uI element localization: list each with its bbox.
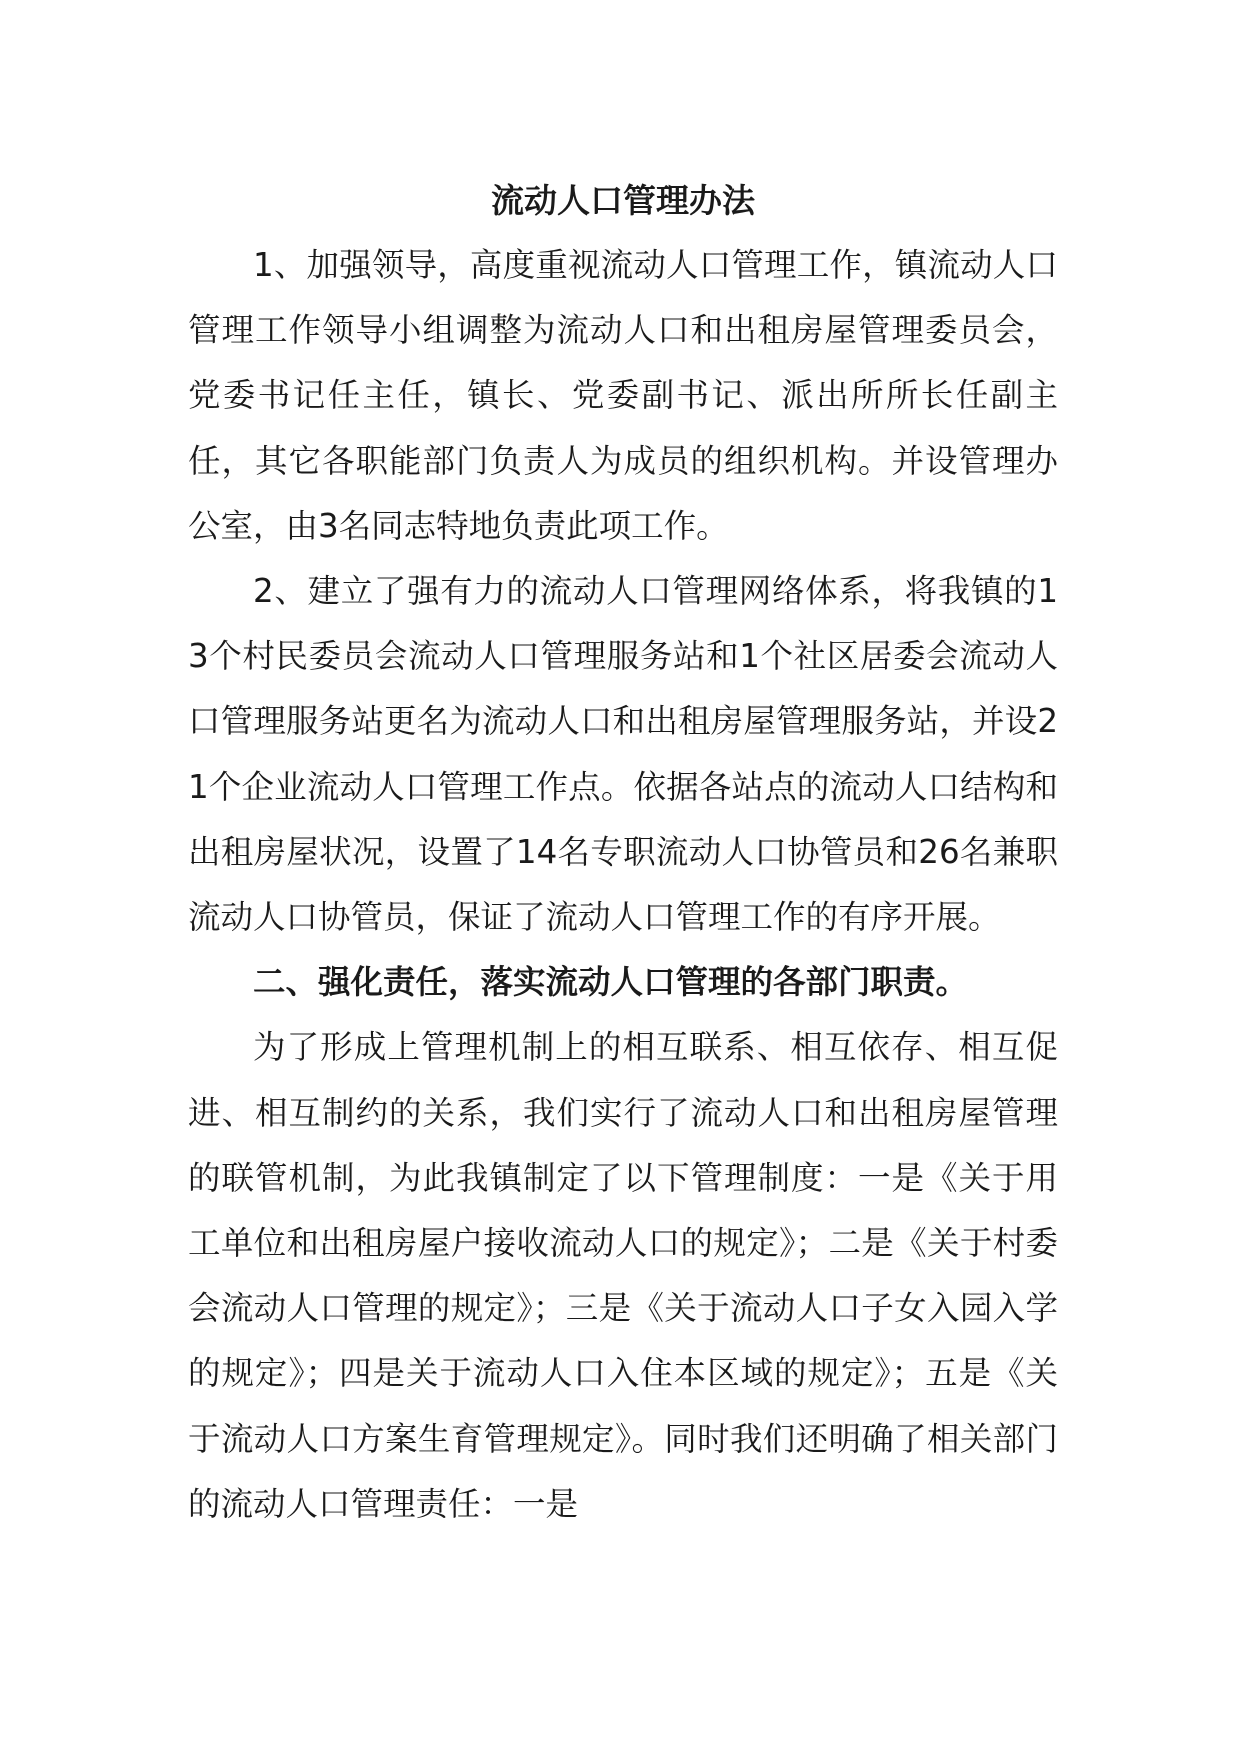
document-title: 流动人口管理办法 [491, 181, 755, 220]
document-page [188, 168, 1058, 1537]
section-heading-responsibility: 二、强化责任，落实流动人口管理的各部门职责。 [253, 963, 969, 1002]
paragraph-management-rules: 为了形成上管理机制上的相互联系、相互依存、相互促进、相互制约的关系，我们实行了流动人口和出租房屋管理的联管机制，为此我镇制定了以下管理制度：一是《关于用工单位和出租房屋户接收流动人口的规定》；二是《关于村委会流动人口管理的规定》；三是《关于流动人口子女入园入学的规定》；四是关于流动人口入住本区域的规定》；五是《关于流动人口方案生育管理规定》。同时我们还明确了相关部门的流动人口管理责任：一是 [188, 1028, 1058, 1523]
paragraph-network-system: 2、建立了强有力的流动人口管理网络体系，将我镇的13个村民委员会流动人口管理服务站和1个社区居委会流动人口管理服务站更名为流动人口和出租房屋管理服务站，并设21个企业流动人口管理工作点。依据各站点的流动人口结构和出租房屋状况，设置了14名专职流动人口协管员和26名兼职流动人口协管员，保证了流动人口管理工作的有序开展。 [188, 572, 1058, 937]
paragraph-leadership: 1、加强领导，高度重视流动人口管理工作，镇流动人口管理工作领导小组调整为流动人口和出租房屋管理委员会，党委书记任主任，镇长、党委副书记、派出所所长任副主任，其它各职能部门负责人为成员的组织机构。并设管理办公室，由3名同志特地负责此项工作。 [188, 246, 1058, 545]
